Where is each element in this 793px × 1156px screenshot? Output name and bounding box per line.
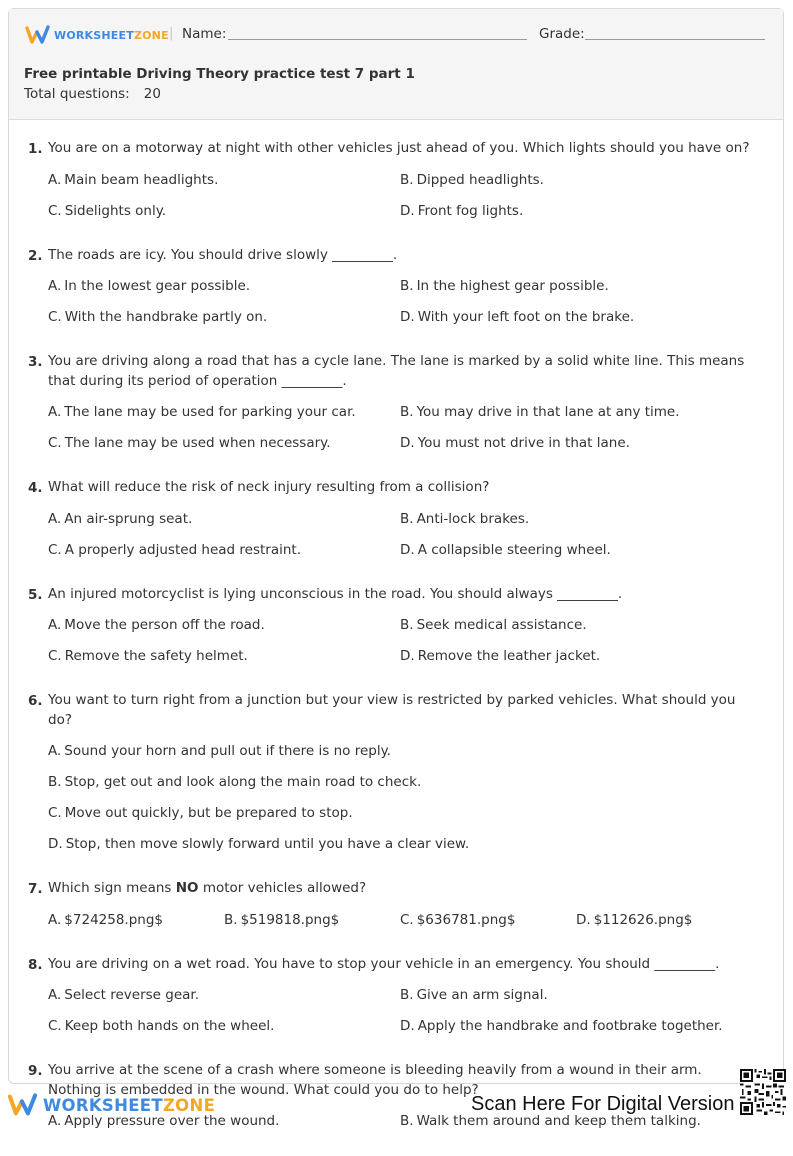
option-letter: D. <box>400 435 415 451</box>
option-letter: D. <box>576 911 591 928</box>
answer-option[interactable] <box>48 202 400 221</box>
option-letter: D. <box>400 541 415 558</box>
answer-option[interactable] <box>48 171 400 190</box>
question-text: You arrive at the scene of a crash where someone is bleeding heavily from a wound in their arm. Nothing is embedded in the wound. What could you do to help? <box>48 1062 702 1098</box>
answer-option[interactable] <box>400 911 576 930</box>
option-letter: A. <box>48 617 62 633</box>
question-number: 5. <box>28 586 43 603</box>
option-letter: C. <box>48 805 62 821</box>
option-letter: A. <box>48 987 62 1003</box>
option-letter: D. <box>48 836 63 852</box>
option-text: You must not drive in that lane. <box>417 435 630 451</box>
option-text: Sidelights only. <box>64 202 167 219</box>
name-field[interactable] <box>228 39 527 40</box>
option-letter: A. <box>48 743 62 759</box>
answer-option[interactable] <box>48 308 400 327</box>
option-letter: D. <box>400 648 415 664</box>
answer-option[interactable] <box>48 742 748 761</box>
answer-option[interactable] <box>48 616 400 635</box>
option-letter: C. <box>48 309 62 325</box>
option-text: Dipped headlights. <box>416 171 544 188</box>
question-list <box>9 139 785 1156</box>
option-text: Remove the leather jacket. <box>417 648 601 664</box>
answer-option[interactable] <box>400 510 752 529</box>
worksheet-title: Free printable Driving Theory practice test 7 part 1 <box>24 66 415 82</box>
answer-option[interactable] <box>48 403 400 422</box>
option-letter: A. <box>48 911 62 928</box>
worksheet-header <box>9 9 783 120</box>
question-text: You are driving on a wet road. You have to stop your vehicle in an emergency. You should _________. <box>48 955 720 972</box>
grade-label: Grade: <box>539 26 585 42</box>
question-text-part: Which sign means <box>48 880 176 896</box>
footer-logo-wordmark: WORKSHEETZONE <box>43 1095 216 1115</box>
answer-option[interactable] <box>48 911 224 930</box>
answer-option[interactable] <box>48 804 748 823</box>
option-letter: A. <box>48 278 62 294</box>
answer-option[interactable] <box>576 911 752 930</box>
answer-option[interactable] <box>48 773 748 792</box>
answer-option[interactable] <box>400 403 752 422</box>
answer-options <box>48 171 755 233</box>
question-item <box>9 246 785 340</box>
question-item <box>9 139 785 233</box>
option-text: $724258.png$ <box>64 911 163 928</box>
option-text: A collapsible steering wheel. <box>417 541 611 558</box>
option-text: With the handbrake partly on. <box>64 309 268 325</box>
option-letter: B. <box>224 911 238 928</box>
option-letter: A. <box>48 1113 62 1129</box>
question-item <box>9 352 785 465</box>
answer-option[interactable] <box>400 171 752 190</box>
logo-wordmark: WORKSHEETZONE <box>54 28 169 42</box>
answer-options <box>48 742 755 866</box>
answer-option[interactable] <box>400 647 752 666</box>
option-letter: B. <box>400 404 414 420</box>
question-text-emphasis: NO <box>175 880 199 896</box>
option-text: A properly adjusted head restraint. <box>64 541 302 558</box>
option-letter: D. <box>400 309 415 325</box>
answer-options <box>48 986 755 1048</box>
footer-logo-mark <box>6 1093 39 1117</box>
option-text: An air-sprung seat. <box>64 510 193 527</box>
worksheet-zone-logo-mark <box>25 25 50 45</box>
answer-option[interactable] <box>400 308 752 327</box>
answer-option[interactable] <box>48 510 400 529</box>
question-item <box>9 478 785 572</box>
option-letter: C. <box>400 911 414 928</box>
question-text: You are driving along a road that has a cycle lane. The lane is marked by a solid white line. This means that during its period of operation _________. <box>48 353 745 389</box>
option-letter: C. <box>48 435 62 451</box>
option-letter: C. <box>48 648 62 664</box>
answer-options <box>48 403 755 465</box>
question-number: 3. <box>28 354 43 370</box>
header-separator: | <box>169 26 174 41</box>
option-text: You may drive in that lane at any time. <box>416 404 680 420</box>
option-text: Keep both hands on the wheel. <box>64 1018 275 1034</box>
question-number: 7. <box>28 881 43 897</box>
option-letter: B. <box>400 171 414 188</box>
option-text: $519818.png$ <box>240 911 340 928</box>
answer-options <box>48 277 755 339</box>
answer-option[interactable] <box>400 277 752 296</box>
answer-option[interactable] <box>400 434 752 453</box>
question-number: 6. <box>28 693 43 709</box>
answer-option[interactable] <box>400 986 752 1005</box>
answer-option[interactable] <box>224 911 400 930</box>
answer-option[interactable] <box>48 277 400 296</box>
option-text: Move out quickly, but be prepared to stop. <box>64 805 353 821</box>
answer-option[interactable] <box>48 647 400 666</box>
total-questions-value: 20 <box>143 86 161 102</box>
option-letter: D. <box>400 202 415 219</box>
answer-option[interactable] <box>48 986 400 1005</box>
option-letter: C. <box>48 541 62 558</box>
question-item <box>9 879 785 942</box>
answer-option[interactable] <box>48 835 748 854</box>
answer-option[interactable] <box>400 616 752 635</box>
question-item <box>9 585 785 679</box>
question-text-part: motor vehicles allowed? <box>198 880 367 896</box>
option-letter: A. <box>48 171 62 188</box>
option-letter: C. <box>48 202 62 219</box>
question-number: 1. <box>28 141 43 157</box>
option-text: $112626.png$ <box>593 911 693 928</box>
option-text: Sound your horn and pull out if there is no reply. <box>64 743 391 759</box>
option-text: The lane may be used when necessary. <box>64 435 331 451</box>
option-text: Seek medical assistance. <box>416 617 587 633</box>
option-text: Give an arm signal. <box>416 987 548 1003</box>
question-text: What will reduce the risk of neck injury resulting from a collision? <box>48 479 490 495</box>
question-item <box>9 955 785 1049</box>
option-letter: B. <box>48 774 62 790</box>
option-letter: A. <box>48 404 62 420</box>
answer-options <box>48 510 755 572</box>
option-text: In the highest gear possible. <box>416 278 609 294</box>
option-text: Move the person off the road. <box>64 617 265 633</box>
grade-field[interactable] <box>585 39 765 40</box>
option-text: In the lowest gear possible. <box>64 278 251 294</box>
question-text: An injured motorcyclist is lying unconscious in the road. You should always _________. <box>48 585 623 602</box>
question-text: You want to turn right from a junction but your view is restricted by parked vehicles. What should you do? <box>48 692 736 728</box>
question-text: You are on a motorway at night with other vehicles just ahead of you. Which lights should you have on? <box>48 140 750 156</box>
option-letter: A. <box>48 510 62 527</box>
option-text: Select reverse gear. <box>64 987 200 1003</box>
total-questions <box>24 86 161 102</box>
question-text <box>48 879 755 899</box>
question-number: 8. <box>28 956 43 973</box>
option-text: Main beam headlights. <box>64 171 219 188</box>
option-letter: B. <box>400 987 414 1003</box>
option-text: Apply the handbrake and footbrake together. <box>417 1018 723 1034</box>
option-text: Apply pressure over the wound. <box>64 1113 280 1129</box>
question-number: 4. <box>28 480 43 496</box>
question-item <box>9 691 785 866</box>
question-number: 9. <box>28 1063 43 1079</box>
answer-options <box>48 616 755 678</box>
option-letter: B. <box>400 510 414 527</box>
question-text: The roads are icy. You should drive slowly _________. <box>48 246 398 263</box>
question-number: 2. <box>28 247 43 264</box>
answer-option[interactable] <box>400 202 752 221</box>
answer-options <box>48 911 755 942</box>
qr-code-icon[interactable] <box>740 1069 786 1115</box>
answer-option[interactable] <box>400 1017 752 1036</box>
option-text: Walk them around and keep them talking. <box>416 1113 701 1129</box>
option-text: Remove the safety helmet. <box>64 648 248 664</box>
answer-option[interactable] <box>48 434 400 453</box>
option-letter: D. <box>400 1018 415 1034</box>
answer-option[interactable] <box>48 541 400 560</box>
total-questions-label: Total questions: <box>24 86 130 102</box>
option-text: Anti-lock brakes. <box>416 510 530 527</box>
option-text: $636781.png$ <box>416 911 516 928</box>
option-text: Front fog lights. <box>417 202 524 219</box>
option-letter: B. <box>400 278 414 294</box>
option-letter: B. <box>400 617 414 633</box>
worksheet-zone-logo <box>25 25 169 45</box>
option-text: The lane may be used for parking your car. <box>64 404 356 420</box>
scan-caption: Scan Here For Digital Version <box>471 1093 735 1115</box>
answer-option[interactable] <box>400 541 752 560</box>
option-text: With your left foot on the brake. <box>417 309 635 325</box>
answer-option[interactable] <box>48 1017 400 1036</box>
footer-logo <box>6 1093 215 1117</box>
option-letter: C. <box>48 1018 62 1034</box>
option-letter: B. <box>400 1113 414 1129</box>
option-text: Stop, then move slowly forward until you have a clear view. <box>65 836 470 852</box>
option-text: Stop, get out and look along the main road to check. <box>64 774 422 790</box>
name-label: Name: <box>182 26 227 42</box>
